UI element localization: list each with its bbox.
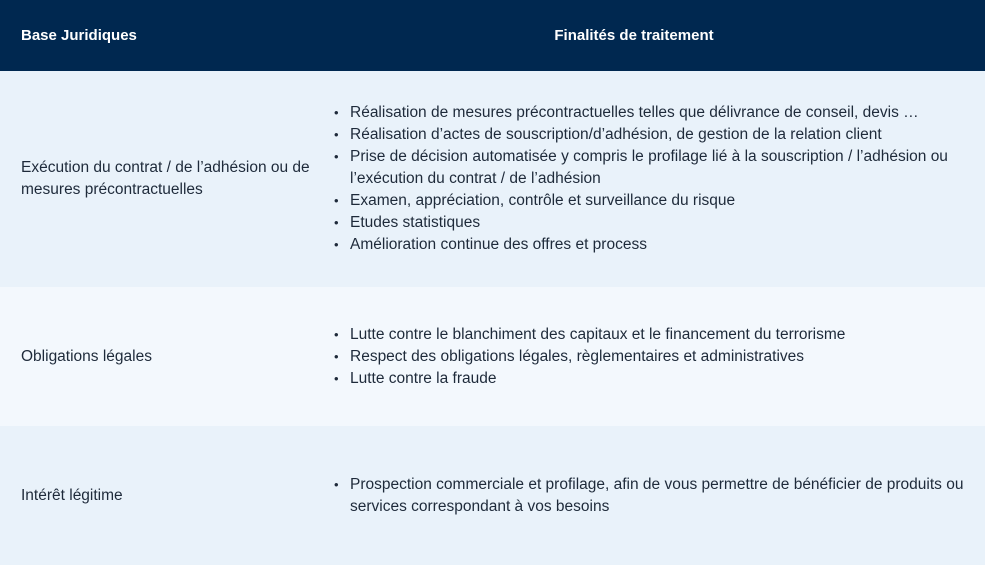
header-finalites: Finalités de traitement [554,27,714,44]
list-item: • Réalisation d’actes de souscription/d’adhésion, de gestion de la relation client [334,124,965,146]
list-item: • Lutte contre le blanchiment des capitaux et le financement du terrorisme [334,324,965,346]
table-row [0,71,985,287]
list-item: • Prospection commerciale et profilage, afin de vous permettre de bénéficier de produits ou services correspondant à vos besoins [334,474,965,518]
row-purposes [334,474,985,518]
list-item: • Lutte contre la fraude [334,368,965,390]
list-item: • Prise de décision automatisée y compris le profilage lié à la souscription / l’adhésion ou l’exécution du contrat / de l’adhésion [334,146,965,190]
row-base-label: Obligations légales [21,347,152,365]
row-base-label: Intérêt légitime [21,486,123,504]
list-item: • Réalisation de mesures précontractuelles telles que délivrance de conseil, devis … [334,102,965,124]
purpose-list [334,102,965,256]
row-base-label: Exécution du contrat / de l’adhésion ou de mesures précontractuelles [21,159,310,198]
header-base-juridiques: Base Juridiques [21,27,137,44]
row-purposes [334,324,985,390]
table-row [0,426,985,565]
list-item: • Examen, appréciation, contrôle et surveillance du risque [334,190,965,212]
row-purposes [334,102,985,256]
table-row [0,287,985,426]
list-item: • Amélioration continue des offres et process [334,234,965,256]
purpose-list [334,474,965,518]
list-item: • Respect des obligations légales, règlementaires et administratives [334,346,965,368]
purpose-list [334,324,965,390]
table-header [0,0,985,71]
list-item: • Etudes statistiques [334,212,965,234]
